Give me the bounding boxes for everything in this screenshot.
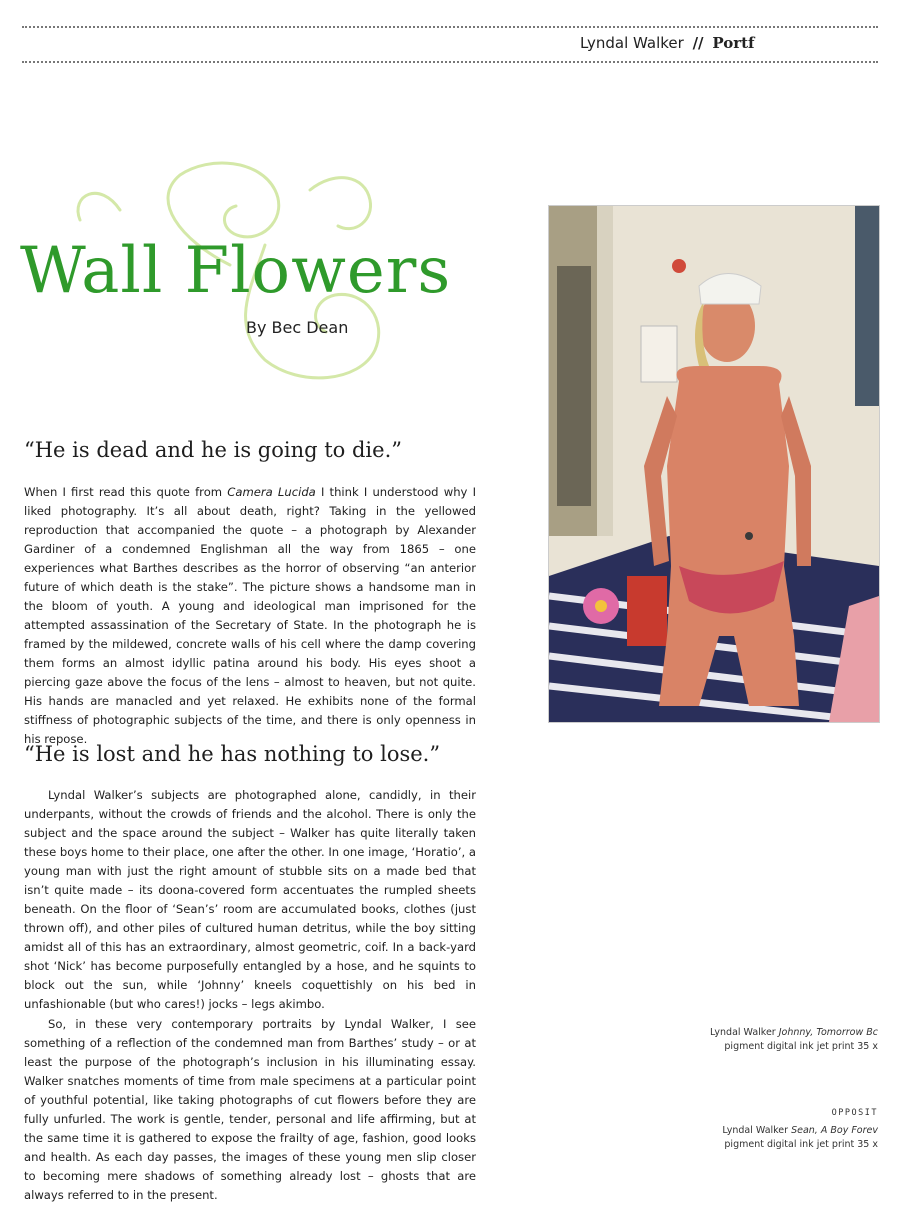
paragraph-3: So, in these very contemporary portraits by Lyndal Walker, I see something of a reflection of the condemned man from Barthes’ study – or at least the purpose of the photograph’s inclusion in his illuminating essay. Walker snatches moments of time from male specimens at a particular point of youthful potential, like taking photographs of cut flowers before they are fully unfurled. The work is gentle, tender, personal and life affirming, but at the same time it is gathered to expose the frailty of age, fashion, good looks and health. As each day passes, the images of these young men slip closer to becoming mere shadows of something already lost – ghosts that are always referred to in the present. xyxy=(24,1017,476,1202)
running-head-author: Lyndal Walker xyxy=(580,34,684,52)
article-title: Wall Flowers xyxy=(20,234,452,308)
book-title-camera-lucida: Camera Lucida xyxy=(227,485,316,499)
caption-1-title-line xyxy=(648,1026,878,1040)
paragraph-2: Lyndal Walker’s subjects are photographed alone, candidly, in their underpants, without the crowds of friends and the alcohol. There is only the subject and the space around the subject – Walker has quite literally taken these boys home to their place, one after the other. In one image, ‘Horatio’, a young man with just the right amount of stubble sits on a made bed that isn’t quite made – its doona-covered form accentuates the rumpled sheets beneath. On the floor of ‘Sean’s’ room are accumulated books, clothes (just thrown off), and other piles of cultured human detritus, while the boy sitting amidst all of this has an extraordinary, almost geometric, coif. In a back-yard shot ‘Nick’ has become purposefully entangled by a hose, and he squints to block out the sun, while ‘Johnny’ kneels coquettishly on his bed in unfashionable (but who cares!) jocks – legs akimbo. xyxy=(24,788,476,1011)
photo-caption-2 xyxy=(648,1124,878,1152)
portrait-photo-illustration xyxy=(549,206,879,722)
caption-1-title: Johnny, Tomorrow Bc xyxy=(778,1027,878,1038)
caption-2-title: Sean, A Boy Forev xyxy=(791,1125,878,1136)
paragraph-1-rest: I think I understood why I liked photography. It’s all about death, right? Taking in the yellowed reproduction that accompanied the quote – a photograph by Alexander Gardiner of a condemned Englishman all the way from 1865 – one experiences what Barthes describes as the horror of observing “an anterior future of which death is the stake”. The picture shows a handsome man in the bloom of youth. A young and ideological man imprisoned for the attempted assassination of the Secretary of State. In the photograph he is framed by the mildewed, concrete walls of his cell where the damp covering them forms an almost idyllic patina around his body. His eyes shoot a piercing gaze above the focus of the lens – almost to heaven, but not quite. His hands are manacled and yet relaxed. He exhibits none of the formal stiffness of photographic subjects of the time, and there is only openness in his repose. xyxy=(24,485,476,746)
header-rule-bottom xyxy=(22,61,878,63)
header-rule-top xyxy=(22,26,878,28)
running-head xyxy=(580,34,880,56)
pullquote-1: “He is dead and he is going to die.” xyxy=(24,438,402,462)
running-head-separator: // xyxy=(692,34,704,52)
portrait-photo xyxy=(548,205,880,723)
caption-2-artist: Lyndal Walker xyxy=(722,1125,792,1136)
paragraph-1 xyxy=(24,483,476,749)
opposite-label: OPPOSIT xyxy=(831,1108,878,1118)
caption-2-title-line xyxy=(648,1124,878,1138)
running-head-section: Portf xyxy=(712,34,755,52)
photo-caption-1 xyxy=(648,1026,878,1054)
caption-1-medium: pigment digital ink jet print 35 x xyxy=(724,1041,878,1052)
caption-1-artist: Lyndal Walker xyxy=(709,1027,779,1038)
pullquote-2: “He is lost and he has nothing to lose.” xyxy=(24,742,441,766)
article-byline: By Bec Dean xyxy=(246,318,349,337)
caption-2-medium: pigment digital ink jet print 35 x xyxy=(724,1139,878,1150)
paragraph-1-start: When I first read this quote from xyxy=(24,485,228,499)
